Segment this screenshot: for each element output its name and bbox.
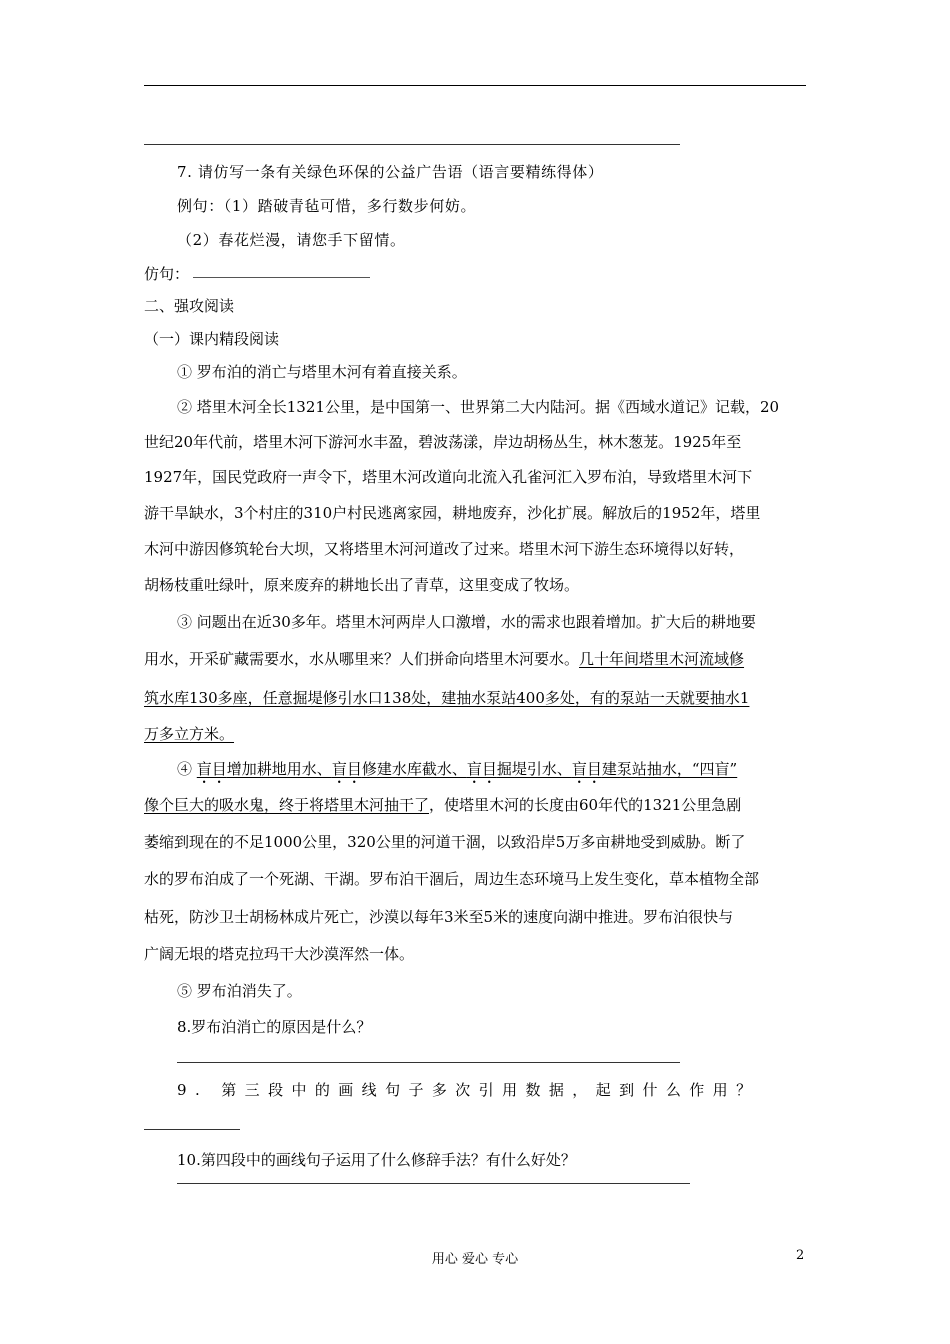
section-title: 二、强攻阅读 (144, 297, 235, 315)
paragraph-4-line-3: 萎缩到现在的不足1000公里，320公里的河道干涸，以致沿岸5万多亩耕地受到威胁。断了 (144, 833, 746, 851)
paragraph-4-text-3: 掘堤引水、 (496, 760, 572, 778)
paragraph-4-line-5: 枯死，防沙卫士胡杨林成片死亡，沙漠以每年3米至5米的速度向湖中推进。罗布泊很快与 (144, 908, 734, 926)
paragraph-2-line-4: 游干旱缺水，3个村庄的310户村民逃离家园，耕地废弃，沙化扩展。解放后的1952年，塔里 (144, 504, 761, 522)
paragraph-2-line-2: 世纪20年代前，塔里木河下游河水丰盈，碧波荡漾，岸边胡杨丛生，林木葱茏。1925年至 (144, 433, 742, 451)
emphasized-word-4: 盲目 (571, 760, 602, 778)
paragraph-2-line-5: 木河中游因修筑轮台大坝，又将塔里木河河道改了过来。塔里木河下游生态环境得以好转， (144, 540, 745, 558)
paragraph-3-line-2-text: 用水，开采矿藏需要水，水从哪里来？人们拼命向塔里木河要水。 (144, 650, 580, 668)
paragraph-2-line-6: 胡杨枝重吐绿叶，原来废弃的耕地长出了青草，这里变成了牧场。 (144, 576, 580, 594)
question-8: 8.罗布泊消亡的原因是什么？ (177, 1018, 372, 1036)
q7-answer-line (193, 277, 370, 278)
paragraph-2-line-1: ② 塔里木河全长1321公里，是中国第一、世界第二大内陆河。据《西域水道记》记载，20 (177, 398, 780, 416)
paragraph-4-text-2: 修建水库截水、 (361, 760, 467, 778)
paragraph-3-line-2 (144, 649, 744, 669)
paragraph-4-line-2 (144, 795, 741, 815)
paragraph-4-text-4: 建泵站抽水，“四盲” (601, 760, 738, 778)
paragraph-4-line-4: 水的罗布泊成了一个死湖、干湖。罗布泊干涸后，周边生态环境马上发生变化，草本植物全部 (144, 870, 760, 888)
underlined-data-sentence-line-2: 筑水库130多座，任意掘堤修引水口138处，建抽水泵站400多处，有的泵站一天就要抽水1 (144, 689, 750, 707)
underlined-data-sentence-start: 几十年间塔里木河流域修 (579, 650, 745, 668)
question-9: 9. 第三段中的画线句子多次引用数据，起到什么作用？ (177, 1081, 760, 1099)
paragraph-1: ① 罗布泊的消亡与塔里木河有着直接关系。 (177, 363, 467, 381)
paragraph-4-text-1: 增加耕地用水、 (226, 760, 332, 778)
paragraph-5: ⑤ 罗布泊消失了。 (177, 982, 302, 1000)
underlined-data-sentence-line-3: 万多立方米。 (144, 725, 235, 743)
q7-stem: 7. 请仿写一条有关绿色环保的公益广告语（语言要精练得体） (177, 163, 604, 181)
answer-line-q6 (144, 144, 680, 145)
question-10: 10.第四段中的画线句子运用了什么修辞手法？有什么好处？ (177, 1151, 576, 1169)
section-subtitle: （一）课内精段阅读 (144, 330, 280, 348)
q7-example-1: 例句：（1）踏破青毡可惜，多行数步何妨。 (177, 197, 477, 215)
question-9-answer-line (144, 1129, 240, 1130)
q7-example-2: （2）春花烂漫，请您手下留情。 (177, 231, 406, 249)
footer-motto: 用心 爱心 专心 (431, 1252, 519, 1267)
question-8-answer-line (177, 1062, 680, 1063)
paragraph-4-number: ④ (177, 760, 197, 778)
paragraph-2-line-3: 1927年，国民党政府一声令下，塔里木河改道向北流入孔雀河汇入罗布泊，导致塔里木河下 (144, 468, 753, 486)
question-10-answer-line (177, 1183, 690, 1184)
q7-imitate-label: 仿句： (144, 265, 190, 283)
page-number: 2 (796, 1248, 805, 1263)
header-rule (144, 85, 806, 86)
emphasized-word-2: 盲目 (331, 760, 362, 778)
underlined-rhetoric-sentence-end: 像个巨大的吸水鬼，终于将塔里木河抽干了 (144, 796, 430, 814)
paragraph-3-line-1: ③ 问题出在近30多年。塔里木河两岸人口激增，水的需求也跟着增加。扩大后的耕地要 (177, 613, 756, 631)
paragraph-4-line-6: 广阔无垠的塔克拉玛干大沙漠浑然一体。 (144, 945, 415, 963)
paragraph-4-line-1 (177, 759, 737, 787)
paragraph-4-line-2-text: ，使塔里木河的长度由60年代的1321公里急剧 (429, 796, 742, 814)
emphasized-word-1: 盲目 (196, 760, 227, 778)
emphasized-word-3: 盲目 (466, 760, 497, 778)
